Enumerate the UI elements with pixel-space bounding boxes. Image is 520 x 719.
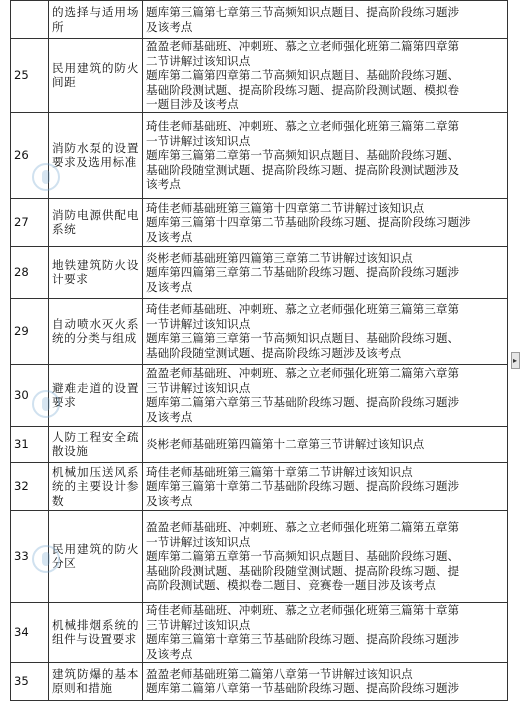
table-body <box>11 1 508 701</box>
chevron-right-icon: ▸ <box>513 356 518 365</box>
topic-cell: 自动喷水灭火系统的分类与组成 <box>49 298 143 364</box>
table-row <box>11 602 508 662</box>
row-number <box>11 1 49 39</box>
topic-cell: 建筑防爆的基本原则和措施 <box>49 662 143 700</box>
table-row <box>11 364 508 426</box>
table-row <box>11 426 508 462</box>
coverage-cell: 琦佳老师基础班第三篇第十四章第二节讲解过该知识点 题库第三篇第十四章第二节基础阶段练习题、提高阶段练习题涉 及该考点 <box>143 198 508 246</box>
row-number: 32 <box>11 462 49 510</box>
coverage-cell: 盈盈老师基础班、冲刺班、慕之立老师强化班第二篇第四章第 二节讲解过该知识点 题库第二篇第四章第二节高频知识点题目、基础阶段练习题、 基础阶段测试题、提高阶段练习题、提高阶段测试题、模拟卷 一题目涉及该考点 <box>143 39 508 113</box>
row-number: 29 <box>11 298 49 364</box>
coverage-cell: 琦佳老师基础班第三篇第十章第二节讲解过该知识点 题库第三篇第十章第二节基础阶段练习题、提高阶段练习题涉 及该考点 <box>143 462 508 510</box>
topic-cell: 机械排烟系统的组件与设置要求 <box>49 602 143 662</box>
coverage-cell: 炎彬老师基础班第四篇第三章第二节讲解过该知识点 题库第四篇第三章第二节基础阶段练习题、提高阶段练习题涉 及该考点 <box>143 246 508 298</box>
knowledge-point-table <box>10 0 508 701</box>
coverage-cell: 炎彬老师基础班第四篇第十二章第三节讲解过该知识点 <box>143 426 508 462</box>
coverage-cell: 盈盈老师基础班、冲刺班、慕之立老师强化班第二篇第五章第 一节讲解过该知识点 题库第二篇第五章第一节高频知识点题目、基础阶段练习题、 基础阶段测试题、基础阶段随堂测试题、提高阶段练习题、提 高阶段测试题、模拟卷二题目、竞赛卷一题目涉及该考点 <box>143 510 508 602</box>
table-row <box>11 510 508 602</box>
topic-cell: 民用建筑的防火分区 <box>49 510 143 602</box>
coverage-cell: 盈盈老师基础班、冲刺班、慕之立老师强化班第二篇第六章第 三节讲解过该知识点 题库第二篇第六章第三节基础阶段练习题、提高阶段练习题涉 及该考点 <box>143 364 508 426</box>
topic-cell: 人防工程安全疏散设施 <box>49 426 143 462</box>
row-number: 30 <box>11 364 49 426</box>
row-number: 33 <box>11 510 49 602</box>
topic-cell: 避难走道的设置要求 <box>49 364 143 426</box>
row-number: 27 <box>11 198 49 246</box>
coverage-cell: 题库第三篇第七章第三节高频知识点题目、提高阶段练习题涉 及该考点 <box>143 1 508 39</box>
coverage-cell: 琦佳老师基础班、冲刺班、慕之立老师强化班第三篇第二章第 一节讲解过该知识点 题库第三篇第二章第一节高频知识点题目、基础阶段练习题、 基础阶段随堂测试题、提高阶段练习题、提高阶段测试题涉及 该考点 <box>143 112 508 198</box>
row-number: 35 <box>11 662 49 700</box>
row-number: 28 <box>11 246 49 298</box>
table-row <box>11 462 508 510</box>
table-row <box>11 298 508 364</box>
topic-cell: 民用建筑的防火间距 <box>49 39 143 113</box>
row-number: 34 <box>11 602 49 662</box>
topic-cell: 地铁建筑防火设计要求 <box>49 246 143 298</box>
coverage-cell: 琦佳老师基础班、冲刺班、慕之立老师强化班第三篇第三章第 一节讲解过该知识点 题库第三篇第三章第一节高频知识点题目、基础阶段练习题、 基础阶段随堂测试题、提高阶段练习题涉及该考点 <box>143 298 508 364</box>
table-row <box>11 246 508 298</box>
table-row <box>11 1 508 39</box>
table-row <box>11 662 508 700</box>
topic-cell: 的选择与适用场所 <box>49 1 143 39</box>
row-number: 31 <box>11 426 49 462</box>
row-number: 26 <box>11 112 49 198</box>
row-number: 25 <box>11 39 49 113</box>
coverage-cell: 盈盈老师基础班第二篇第八章第一节讲解过该知识点 题库第二篇第八章第一节基础阶段练习题、提高阶段练习题涉 <box>143 662 508 700</box>
table-row <box>11 112 508 198</box>
coverage-cell: 琦佳老师基础班、冲刺班、慕之立老师强化班第三篇第十章第 三节讲解过该知识点 题库第三篇第十章第三节基础阶段练习题、提高阶段练习题涉 及该考点 <box>143 602 508 662</box>
topic-cell: 机械加压送风系统的主要设计参数 <box>49 462 143 510</box>
table-row <box>11 198 508 246</box>
side-scroll-handle[interactable] <box>511 352 520 369</box>
topic-cell: 消防电源供配电系统 <box>49 198 143 246</box>
topic-cell: 消防水泵的设置要求及选用标准 <box>49 112 143 198</box>
table-row <box>11 39 508 113</box>
